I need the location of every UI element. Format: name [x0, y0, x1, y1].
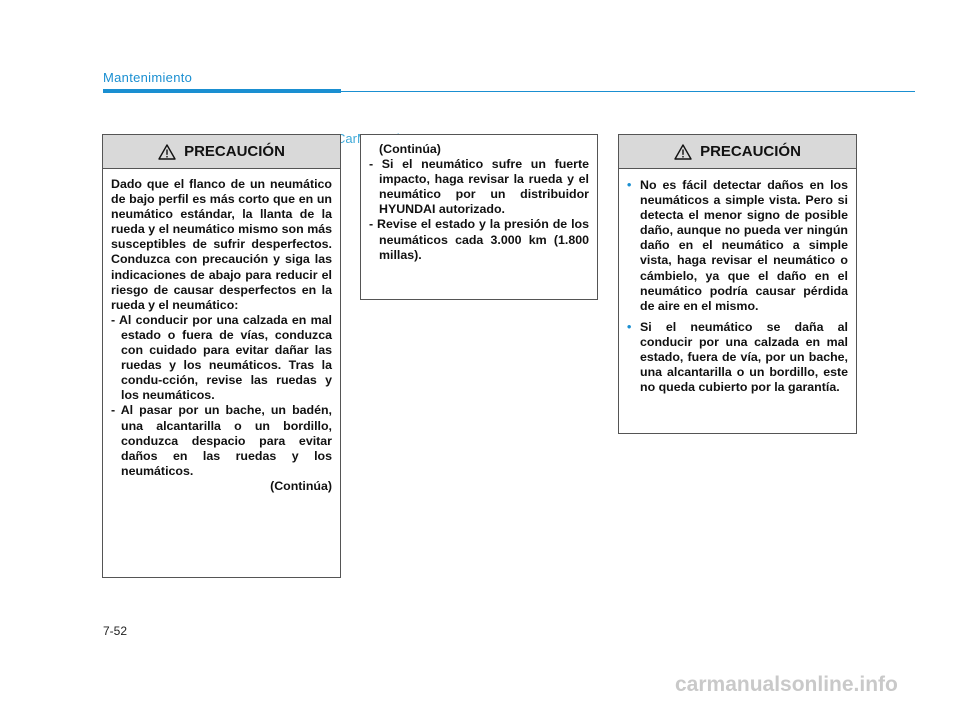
caution-box-right [618, 134, 857, 434]
caution-header [103, 135, 340, 169]
continued-label: (Continúa) [379, 142, 441, 156]
warning-triangle-icon [674, 144, 692, 160]
bullet-item [627, 178, 848, 314]
caution-title: PRECAUCIÓN [184, 143, 285, 160]
list-item: - Al conducir por una calzada en mal estado o fuera de vías, conduzca con cuidado para evitar dañar las ruedas y los neumáticos. Tras la condu-cción, revise las ruedas y los neumáticos. [111, 312, 332, 403]
footer-watermark: carmanualsonline.info [675, 673, 898, 696]
list-item: - Revise el estado y la presión de los neumáticos cada 3.000 km (1.800 millas). [369, 217, 589, 262]
bullet-dot-icon: • [627, 319, 632, 334]
continuation-body [361, 135, 597, 269]
continue-label: (Continúa) [270, 478, 332, 493]
list-item: - Si el neumático sufre un fuerte impacto, haga revisar la rueda y el neumático por un distribuidor HYUNDAI autorizado. [369, 157, 589, 217]
bullet-text: No es fácil detectar daños en los neumáticos a simple vista. Pero si detecta el menor signo de posible daño, aunque no pueda ver ningún daño en el neumático a simple vista, haga revisar el neumático o cámbielo, ya que el daño en el neumático podría causar pérdida de aire en el mismo. [640, 178, 848, 313]
list-item: - Al pasar por un bache, un badén, una alcantarilla o un bordillo, conduzca despacio para evitar daños en las ruedas y los neumáticos. [111, 403, 332, 478]
page-number: 7-52 [103, 624, 128, 638]
continuation-box-middle [360, 134, 598, 300]
caution-body [619, 169, 856, 407]
header-rule-thin [341, 91, 915, 92]
caution-header [619, 135, 856, 169]
warning-triangle-icon [158, 144, 176, 160]
bullet-dot-icon: • [627, 178, 632, 192]
caution-body [103, 169, 340, 500]
caution-intro: Dado que el flanco de un neumático de bajo perfil es más corto que en un neumático estándar, la llanta de la rueda y el neumático mismo son más susceptibles de sufrir desperfectos. Conduzca con precaución y siga las indicaciones de abajo para reducir el riesgo de causar desperfectos en la rueda y el neumático: [111, 177, 332, 312]
bullet-text: Si el neumático se daña al conducir por una calzada en mal estado, fuera de vía, por un bache, una alcantarilla o un bordillo, este no queda cubierto por la garantía. [640, 319, 848, 395]
bullet-item [627, 320, 848, 395]
header-rule-thick [103, 89, 341, 93]
caution-box-left [102, 134, 341, 578]
section-label: Mantenimiento [103, 70, 193, 85]
caution-title: PRECAUCIÓN [700, 143, 801, 160]
